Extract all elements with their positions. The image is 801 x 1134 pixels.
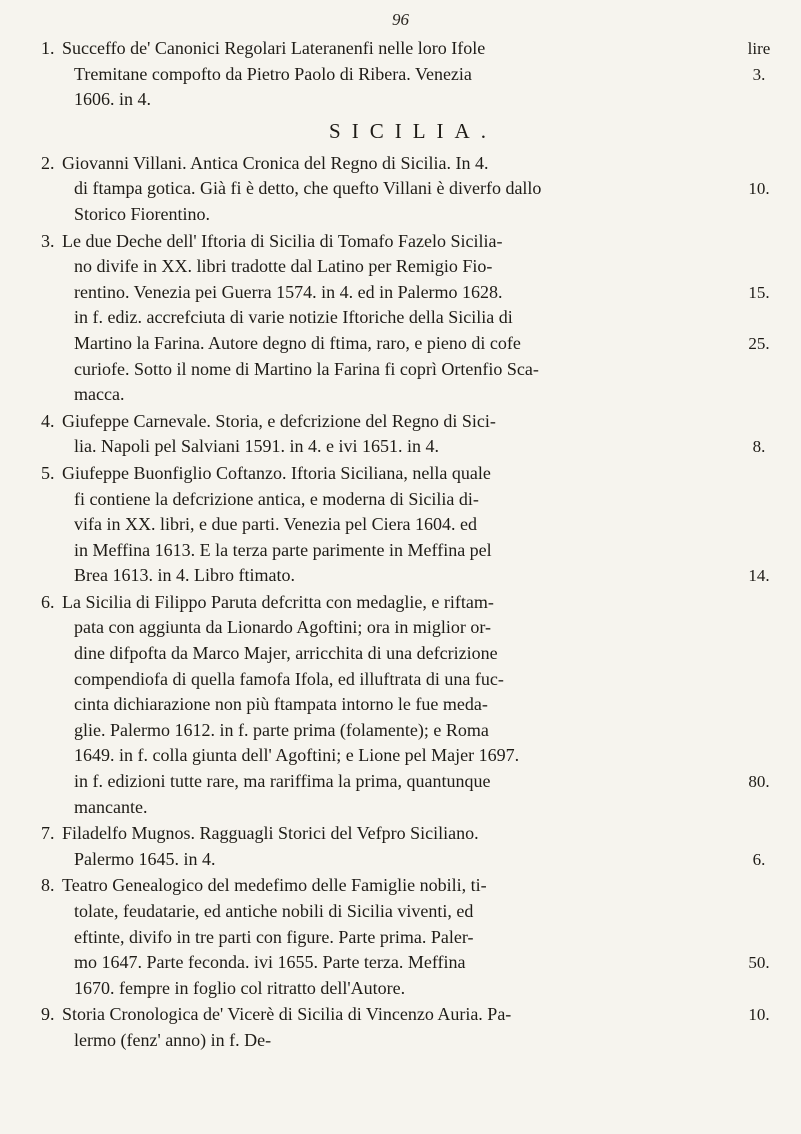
price-margin-note: 15. bbox=[748, 282, 770, 302]
entry-line: Martino la Farina. Autore degno di ftima, raro, e pieno di cofe bbox=[74, 332, 521, 353]
price-margin-note: 8. bbox=[752, 437, 766, 457]
price-margin-note: 3. bbox=[752, 64, 766, 84]
entry-line: vifa in XX. libri, e due parti. Venezia pel Ciera 1604. ed bbox=[74, 514, 478, 535]
entry-line: pata con aggiunta da Lionardo Agoftini; ora in miglior or- bbox=[74, 617, 492, 638]
entry-text bbox=[62, 590, 727, 820]
entry-line: lermo (fenz' anno) in f. De- bbox=[74, 1029, 272, 1050]
price-margin-note: 80. bbox=[748, 772, 770, 792]
entry-number: 3. bbox=[41, 230, 55, 251]
catalogue-entry bbox=[41, 36, 782, 113]
entry-text bbox=[62, 229, 727, 408]
entry-line: Le due Deche dell' Iftoria di Sicilia di Tomafo Fazelo Sicilia- bbox=[62, 230, 503, 251]
entry-number: 1. bbox=[41, 38, 55, 58]
entry-number: 2. bbox=[41, 152, 55, 173]
price-margin-note: 6. bbox=[752, 849, 766, 869]
section-heading: SICILIA. bbox=[329, 118, 497, 143]
catalogue-entry bbox=[41, 821, 782, 872]
price-margin-note: 14. bbox=[748, 566, 770, 586]
entry-line: cinta dichiarazione non più ftampata intorno le fue meda- bbox=[74, 694, 488, 715]
entry-line: lia. Napoli pel Salviani 1591. in 4. e ivi 1651. in 4. bbox=[74, 436, 439, 457]
price-margin-note: 50. bbox=[748, 953, 770, 973]
entry-line: in f. ediz. accrefciuta di varie notizie Iftoriche della Sicilia di bbox=[74, 307, 513, 328]
entry-line: no divife in XX. libri tradotte dal Latino per Remigio Fio- bbox=[74, 256, 493, 277]
catalogue-entry bbox=[41, 873, 782, 1001]
entry-line: 1606. in 4. bbox=[74, 89, 152, 110]
price-margin-note: 10. bbox=[748, 179, 770, 199]
entry-number: 9. bbox=[41, 1004, 55, 1025]
entry-line: eftinte, divifo in tre parti con figure. Parte prima. Paler- bbox=[74, 926, 474, 947]
entry-number: 6. bbox=[41, 591, 55, 612]
entry-line: compendiofa di quella famofa Ifola, ed illuftrata di una fuc- bbox=[74, 668, 504, 689]
entry-line: 1670. fempre in foglio col ritratto dell'Autore. bbox=[74, 977, 406, 998]
entry-line: glie. Palermo 1612. in f. parte prima (folamente); e Roma bbox=[74, 719, 489, 740]
catalogue-entry bbox=[41, 229, 782, 408]
price-margin-note: lire bbox=[747, 39, 771, 58]
entry-text bbox=[62, 409, 727, 460]
catalogue-entry bbox=[41, 409, 782, 460]
entry-line: mo 1647. Parte feconda. ivi 1655. Parte terza. Meffina bbox=[74, 952, 466, 973]
price-margin-note: 25. bbox=[748, 333, 770, 353]
catalogue-entry bbox=[41, 1002, 782, 1053]
entry-text bbox=[62, 821, 727, 872]
entry-line: curiofe. Sotto il nome di Martino la Farina fi coprì Ortenfio Sca- bbox=[74, 358, 539, 379]
entry-text bbox=[62, 151, 727, 228]
entry-line: Brea 1613. in 4. Libro ftimato. bbox=[74, 565, 295, 586]
entry-line: mancante. bbox=[74, 796, 148, 817]
entry-text bbox=[62, 873, 727, 1001]
entry-text bbox=[62, 1002, 727, 1053]
entry-line: Storico Fiorentino. bbox=[74, 203, 210, 224]
entry-number: 7. bbox=[41, 823, 55, 844]
catalogue-listing bbox=[41, 36, 782, 1055]
entry-line: di ftampa gotica. Già fi è detto, che quefto Villani è diverfo dallo bbox=[74, 178, 542, 199]
entry-line: La Sicilia di Filippo Paruta defcritta con medaglie, e riftam- bbox=[62, 591, 494, 612]
entry-line: dine difpofta da Marco Majer, arricchita di una defcrizione bbox=[74, 643, 498, 664]
entry-line: in f. edizioni tutte rare, ma rariffima la prima, quantunque bbox=[74, 771, 491, 792]
entry-number: 4. bbox=[41, 410, 55, 431]
entry-line: fi contiene la defcrizione antica, e moderna di Sicilia di- bbox=[74, 488, 479, 509]
entry-line: Storia Cronologica de' Vicerè di Sicilia di Vincenzo Auria. Pa- bbox=[62, 1004, 512, 1025]
entry-line: Giovanni Villani. Antica Cronica del Regno di Sicilia. In 4. bbox=[62, 152, 489, 173]
entry-line: tolate, feudatarie, ed antiche nobili di Sicilia viventi, ed bbox=[74, 901, 474, 921]
entry-line: Teatro Genealogico del medefimo delle Famiglie nobili, ti- bbox=[62, 875, 487, 896]
entry-text bbox=[62, 461, 727, 589]
catalogue-entry bbox=[41, 461, 782, 589]
entry-line: macca. bbox=[74, 384, 125, 405]
entry-text bbox=[62, 36, 727, 113]
catalogue-entry bbox=[41, 151, 782, 228]
entry-line: Palermo 1645. in 4. bbox=[74, 848, 216, 869]
catalogue-entry bbox=[41, 590, 782, 820]
entry-line: rentino. Venezia pei Guerra 1574. in 4. ed in Palermo 1628. bbox=[74, 281, 503, 302]
entry-line: Filadelfo Mugnos. Ragguagli Storici del Vefpro Siciliano. bbox=[62, 823, 479, 844]
price-margin-note: 10. bbox=[748, 1005, 770, 1025]
page-number: 96 bbox=[392, 10, 409, 29]
entry-number: 5. bbox=[41, 462, 55, 483]
entry-line: Tremitane compofto da Pietro Paolo di Ribera. Venezia bbox=[74, 63, 472, 84]
entry-line: in Meffina 1613. E la terza parte parimente in Meffina pel bbox=[74, 539, 492, 560]
entry-line: Succeffo de' Canonici Regolari Lateranenfi nelle loro Ifole bbox=[62, 38, 486, 58]
entry-line: 1649. in f. colla giunta dell' Agoftini; e Lione pel Majer 1697. bbox=[74, 745, 520, 766]
entry-line: Giufeppe Buonfiglio Coftanzo. Iftoria Siciliana, nella quale bbox=[62, 462, 491, 483]
entry-line: Giufeppe Carnevale. Storia, e defcrizione del Regno di Sici- bbox=[62, 410, 496, 431]
entry-number: 8. bbox=[41, 875, 55, 896]
